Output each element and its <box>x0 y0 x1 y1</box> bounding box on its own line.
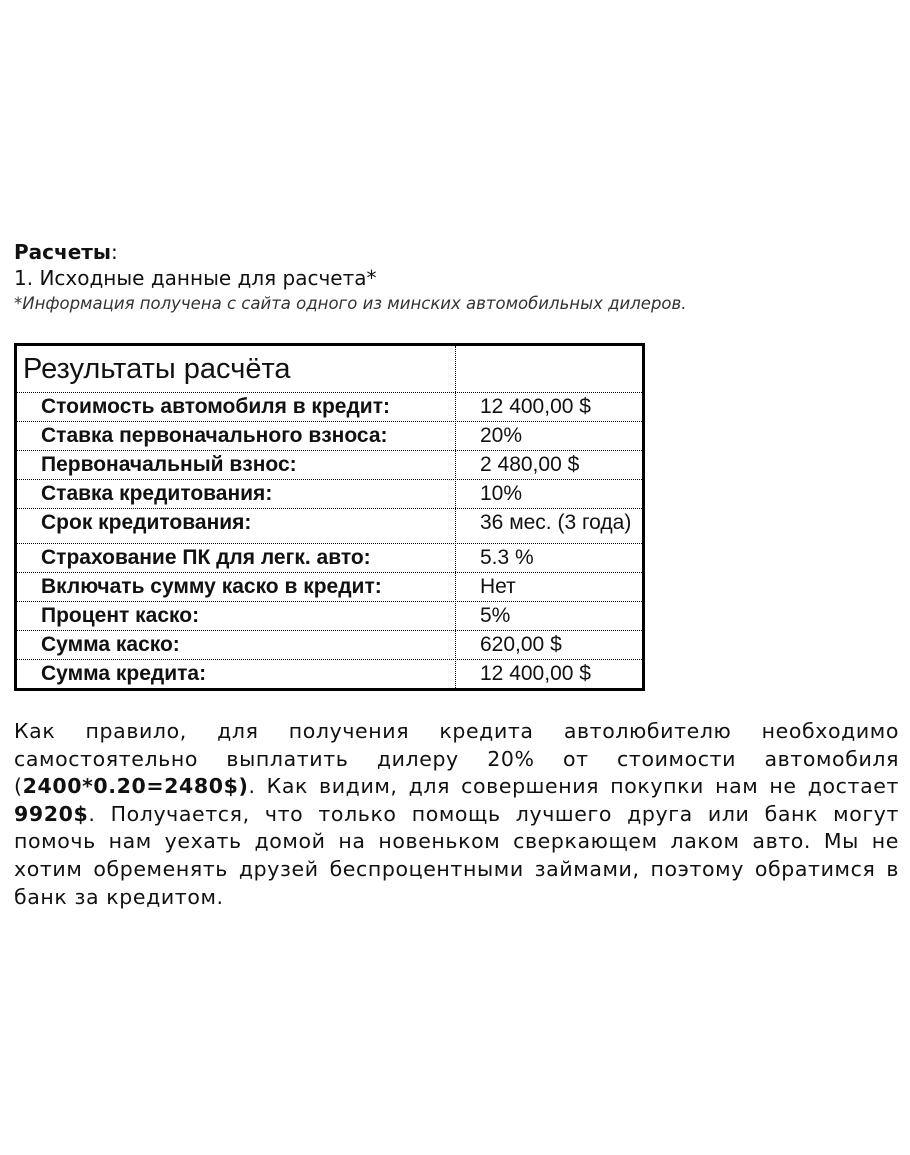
heading-colon: : <box>110 240 118 264</box>
row-value: 36 мес. (3 года) <box>480 511 632 534</box>
row-value: 20% <box>480 424 523 447</box>
table-row <box>17 479 642 509</box>
table-row <box>17 572 642 602</box>
heading-bold: Расчеты <box>14 240 111 264</box>
row-label: Страхование ПК для легк. авто: <box>41 546 371 569</box>
table-title: Результаты расчёта <box>23 353 291 385</box>
table-row <box>17 508 642 544</box>
table-row <box>17 630 642 660</box>
table-row <box>17 421 642 451</box>
subheading: 1. Исходные данные для расчета* <box>14 266 377 290</box>
paragraph-formula: 2400*0.20=2480$) <box>22 774 249 799</box>
row-value: 12 400,00 $ <box>480 662 591 685</box>
source-note: *Информация получена с сайта одного из минских автомобильных дилеров. <box>14 294 687 313</box>
row-label: Включать сумму каско в кредит: <box>41 575 382 598</box>
row-label: Срок кредитования: <box>41 511 252 534</box>
paragraph-text-3: . Получается, что только помощь лучшего друга или банк могут помочь нам уехать домой на новеньком сверкающем лаком авто. Мы не хотим обременять друзей беспроцентными займами, поэтому обратимся в банк за кредитом. <box>14 801 899 909</box>
row-value: 10% <box>480 482 523 505</box>
row-label: Сумма кредита: <box>41 662 207 685</box>
row-label: Сумма каско: <box>41 633 180 656</box>
paragraph-text-2: . Как видим, для совершения покупки нам не достает <box>248 774 899 799</box>
row-value: 5.3 % <box>480 546 534 569</box>
calculation-results-table <box>14 343 645 691</box>
table-row <box>17 543 642 573</box>
row-value: 2 480,00 $ <box>480 453 580 476</box>
table-row <box>17 450 642 480</box>
row-value: 12 400,00 $ <box>480 395 591 418</box>
row-value: 620,00 $ <box>480 633 562 656</box>
row-label: Процент каско: <box>41 604 200 627</box>
table-row <box>17 659 642 688</box>
table-row <box>17 392 642 422</box>
row-label: Ставка кредитования: <box>41 482 273 505</box>
paragraph-text-1: Как правило, для получения кредита автолюбителю необходимо самостоятельно выплатить дилеру 20% от стоимости автомобиля ( <box>14 719 899 799</box>
row-label: Стоимость автомобиля в кредит: <box>41 395 390 418</box>
table-row <box>17 601 642 631</box>
row-label: Ставка первоначального взноса: <box>41 424 388 447</box>
row-value: Нет <box>480 575 516 598</box>
table-header <box>17 346 642 393</box>
section-heading <box>14 240 118 264</box>
row-value: 5% <box>480 604 511 627</box>
row-label: Первоначальный взнос: <box>41 453 297 476</box>
paragraph-amount: 9920$ <box>14 801 89 826</box>
body-paragraph <box>14 718 899 911</box>
